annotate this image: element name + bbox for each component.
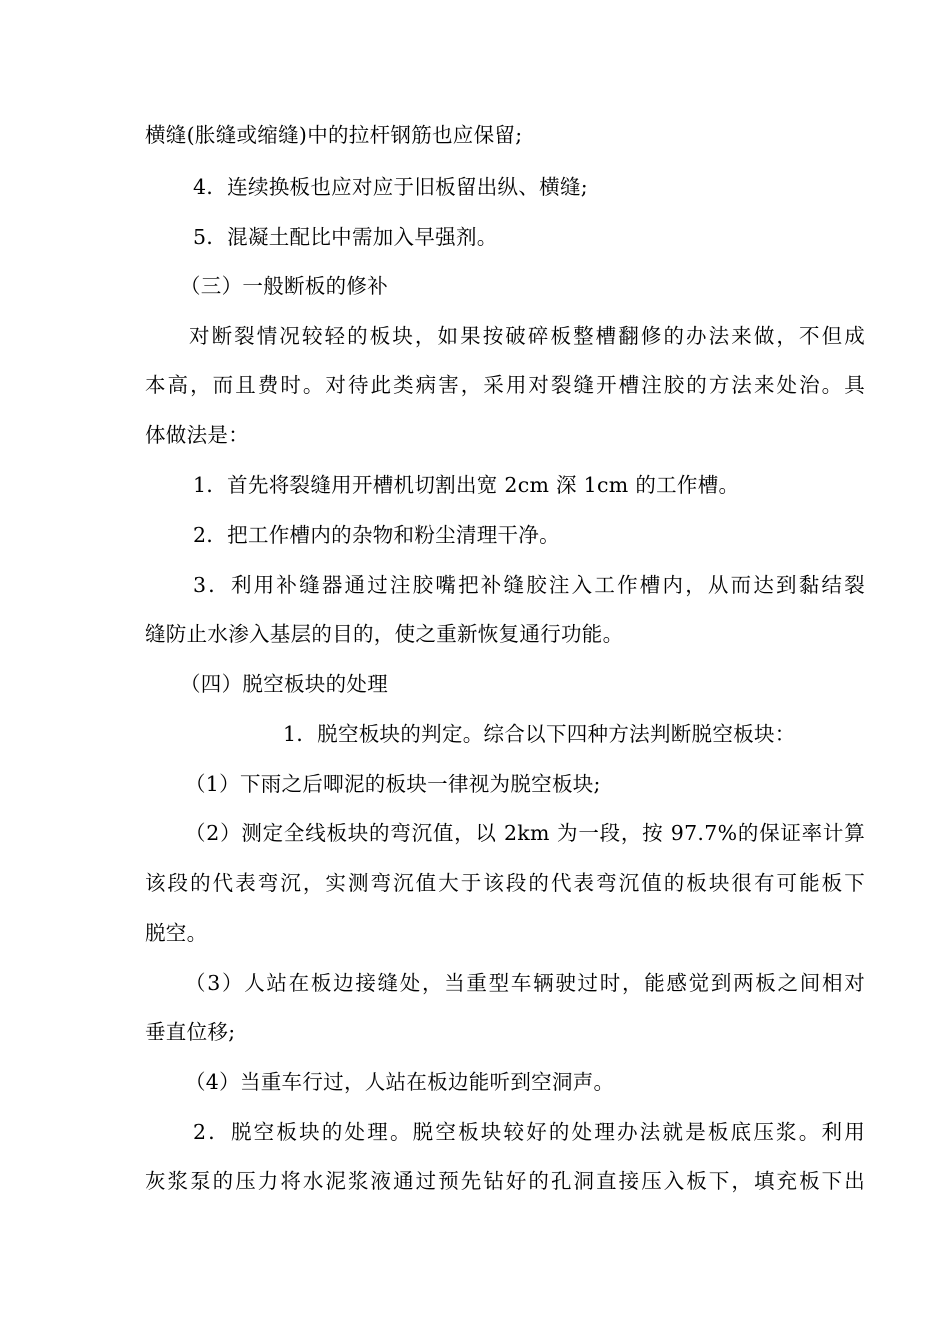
text-line-21: 2．脱空板块的处理。脱空板块较好的处理办法就是板底压浆。利用 (193, 1120, 865, 1144)
section-heading-4: （四）脱空板块的处理 (180, 672, 388, 696)
text-line-6: 本高，而且费时。对待此类病害，采用对裂缝开槽注胶的方法来处治。具 (145, 373, 865, 397)
text-line-2: 4．连续换板也应对应于旧板留出纵、横缝; (193, 175, 588, 199)
text-line-16: 该段的代表弯沉，实测弯沉值大于该段的代表弯沉值的板块很有可能板下 (145, 871, 865, 895)
text-line-8: 1．首先将裂缝用开槽机切割出宽 2cm 深 1cm 的工作槽。 (193, 473, 740, 497)
text-line-20: （4）当重车行过，人站在板边能听到空洞声。 (185, 1070, 615, 1094)
text-line-13: 1．脱空板块的判定。综合以下四种方法判断脱空板块： (283, 722, 796, 746)
text-line-10: 3．利用补缝器通过注胶嘴把补缝胶注入工作槽内，从而达到黏结裂 (193, 573, 865, 597)
text-line-11: 缝防止水渗入基层的目的，使之重新恢复通行功能。 (145, 622, 624, 646)
text-line-3: 5．混凝土配比中需加入早强剂。 (193, 225, 498, 249)
text-line-7: 体做法是： (145, 423, 249, 447)
section-heading-3: （三）一般断板的修补 (180, 274, 388, 298)
text-line-22: 灰浆泵的压力将水泥浆液通过预先钻好的孔洞直接压入板下，填充板下出 (145, 1169, 865, 1193)
text-line-18: （3）人站在板边接缝处，当重型车辆驶过时，能感觉到两板之间相对 (185, 971, 865, 995)
text-line-9: 2．把工作槽内的杂物和粉尘清理干净。 (193, 523, 560, 547)
text-line-15: （2）测定全线板块的弯沉值，以 2km 为一段，按 97.7%的保证率计算 (185, 821, 865, 845)
text-line-19: 垂直位移; (145, 1020, 236, 1044)
text-line-14: （1）下雨之后唧泥的板块一律视为脱空板块; (185, 772, 601, 796)
text-line-5: 对断裂情况较轻的板块，如果按破碎板整槽翻修的办法来做，不但成 (189, 324, 865, 348)
text-line-1: 横缝(胀缝或缩缝)中的拉杆钢筋也应保留; (145, 123, 523, 147)
text-line-17: 脱空。 (145, 921, 208, 945)
